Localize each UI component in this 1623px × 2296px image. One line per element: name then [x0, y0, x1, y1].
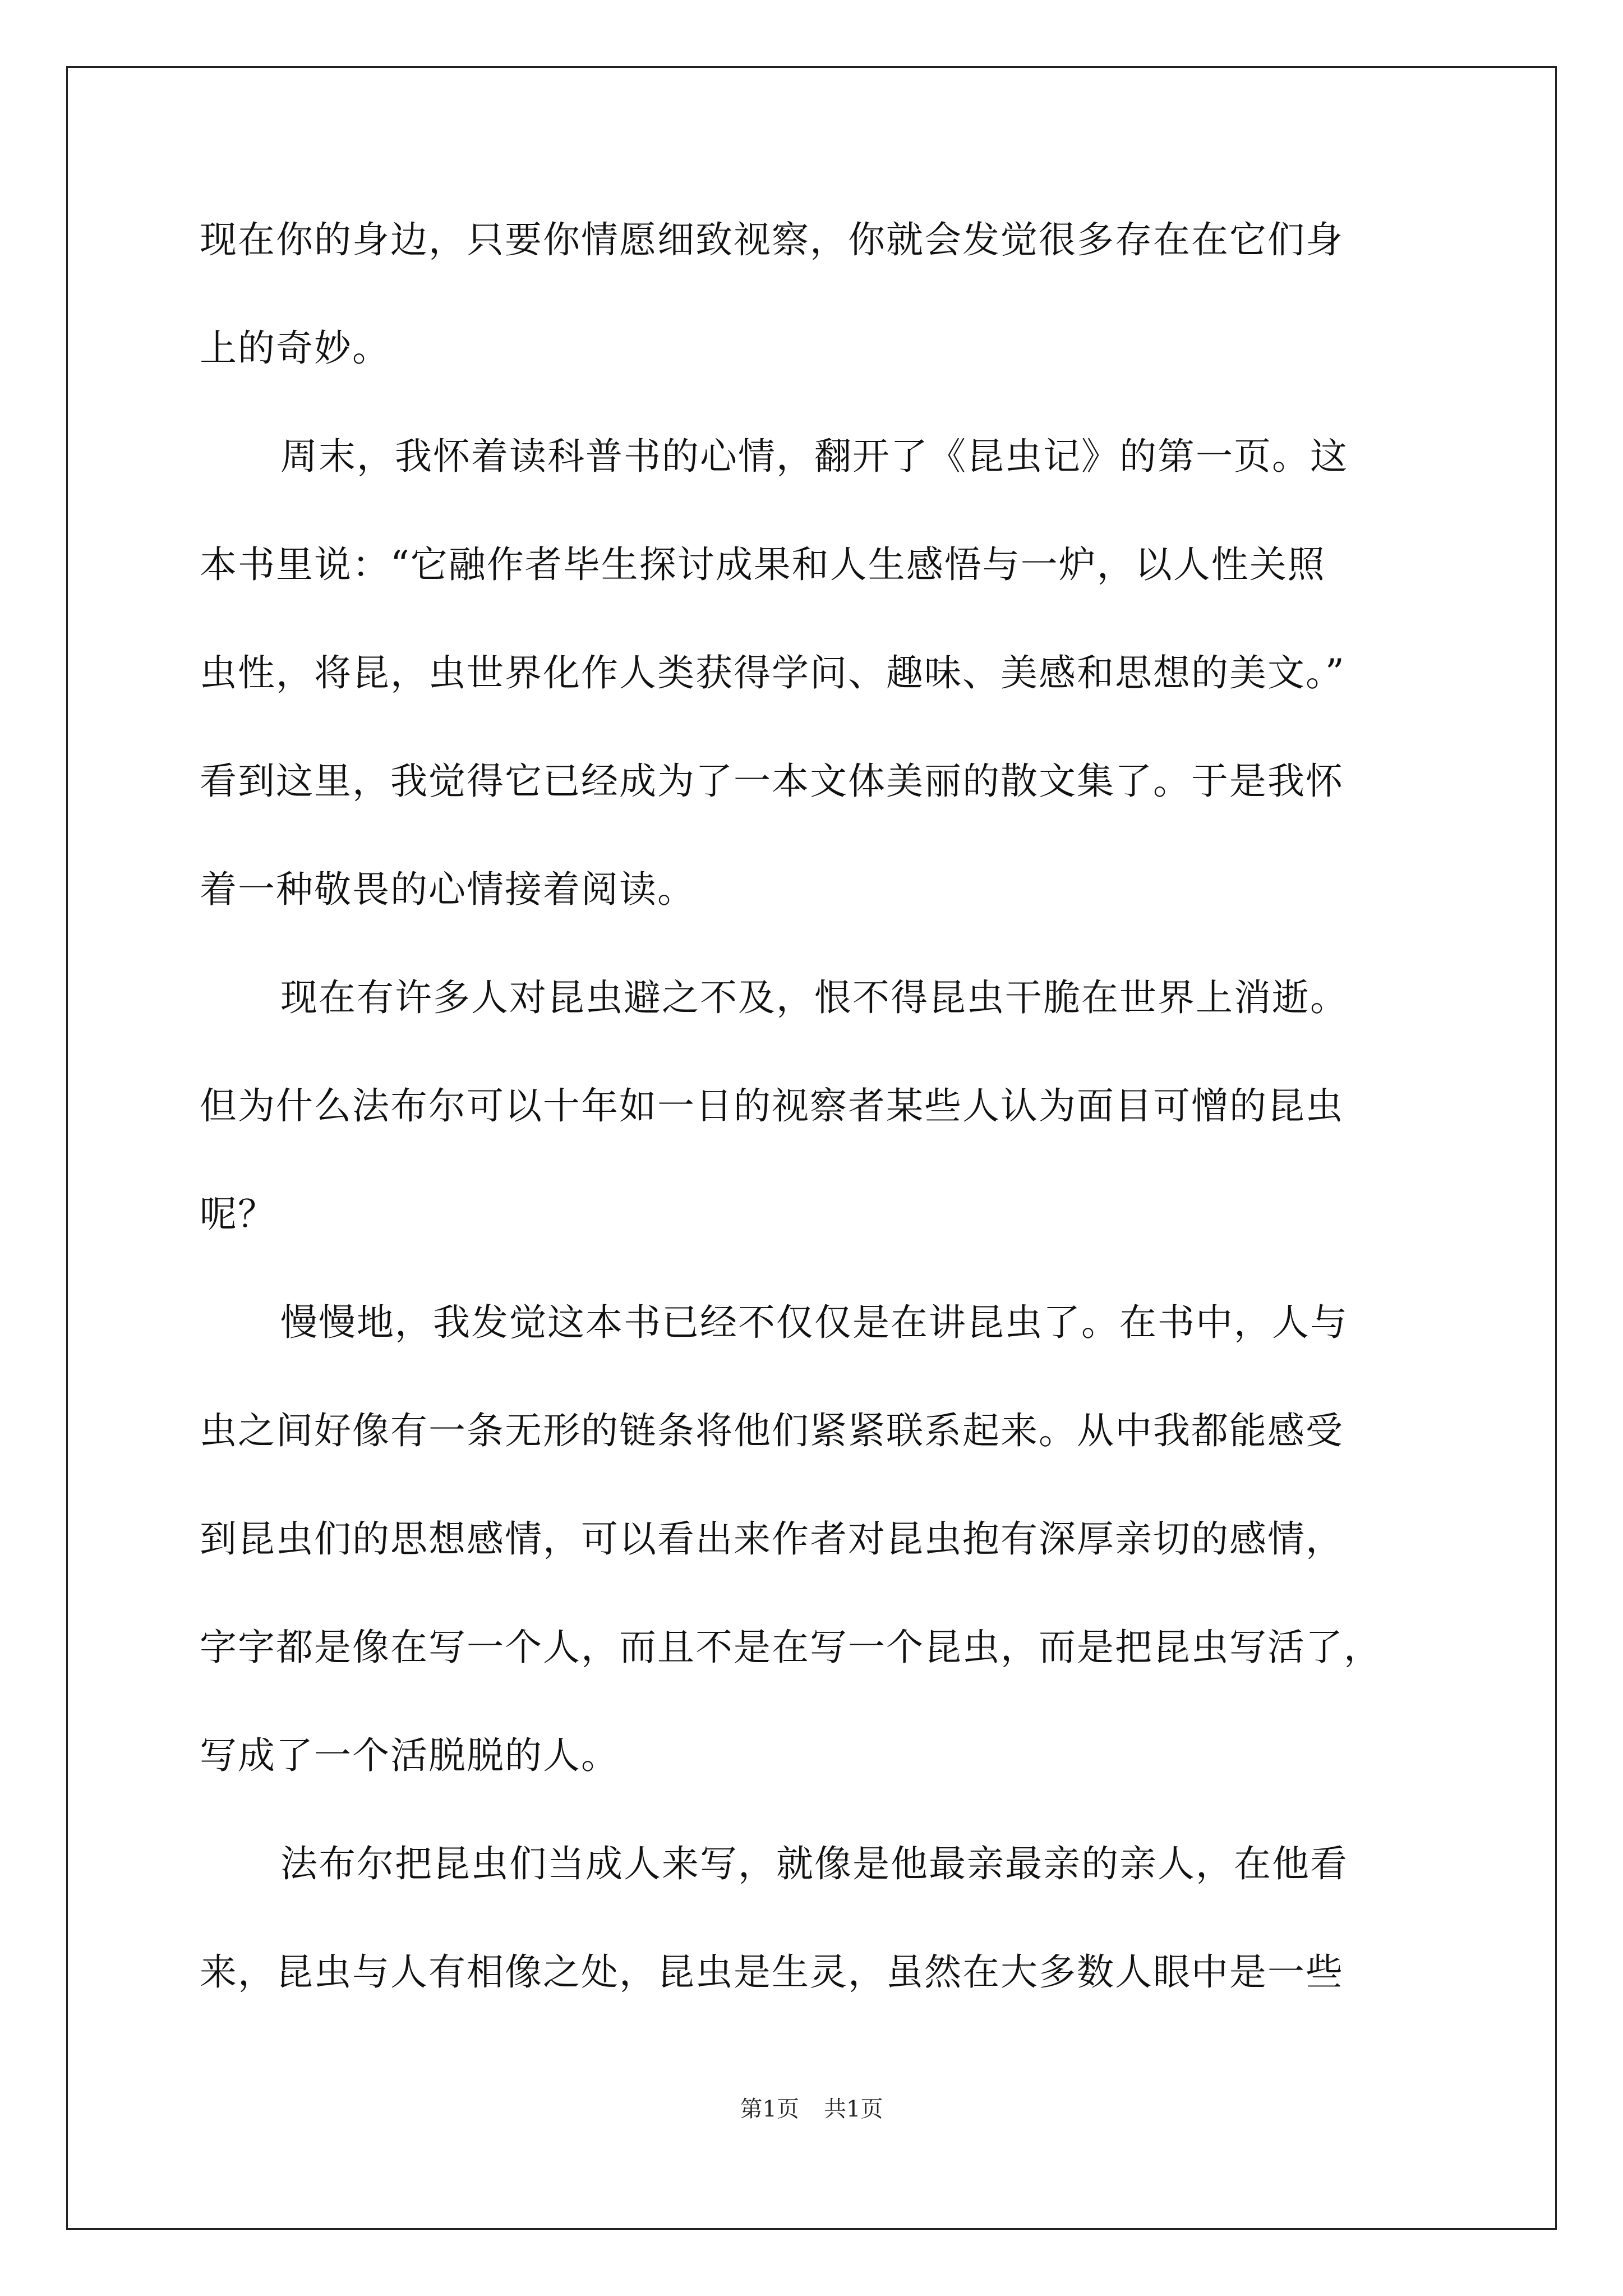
page-total: 共1页 [824, 2096, 883, 2122]
text-line: 着一种敬畏的心情接着阅读。 [200, 868, 695, 911]
text-line: 现在有许多人对昆虫避之不及，恨不得昆虫干脆在世界上消逝。 [280, 976, 1348, 1019]
text-line: 到昆虫们的思想感情，可以看出来作者对昆虫抱有深厚亲切的感情， [200, 1517, 1344, 1561]
text-line: 虫性，将昆，虫世界化作人类获得学问、趣味、美感和思想的美文。” [200, 651, 1345, 694]
text-line: 但为什么法布尔可以十年如一日的视察者某些人认为面目可憎的昆虫 [200, 1084, 1344, 1128]
text-line: 呢？ [200, 1193, 276, 1236]
text-line: 来，昆虫与人有相像之处，昆虫是生灵，虽然在大多数人眼中是一些 [200, 1950, 1344, 1994]
text-line: 虫之间好像有一条无形的链条将他们紧紧联系起来。从中我都能感受 [200, 1409, 1344, 1452]
text-line: 写成了一个活脱脱的人。 [200, 1734, 619, 1777]
text-line: 上的奇妙。 [200, 326, 390, 370]
document-body [200, 213, 1433, 2054]
page-number: 第1页 [740, 2096, 799, 2122]
page-footer [0, 2092, 1623, 2126]
text-line: 法布尔把昆虫们当成人来写，就像是他最亲最亲的亲人，在他看 [280, 1842, 1348, 1885]
text-line: 看到这里，我觉得它已经成为了一本文体美丽的散文集了。于是我怀 [200, 760, 1344, 803]
text-line: 字字都是像在写一个人，而且不是在写一个昆虫，而是把昆虫写活了， [200, 1626, 1382, 1669]
text-line: 慢慢地，我发觉这本书已经不仅仅是在讲昆虫了。在书中，人与 [280, 1301, 1348, 1344]
text-line: 周末，我怀着读科普书的心情，翻开了《昆虫记》的第一页。这 [280, 435, 1348, 478]
text-line: 现在你的身边，只要你情愿细致视察，你就会发觉很多存在在它们身 [200, 218, 1344, 261]
text-line: 本书里说：“它融作者毕生探讨成果和人生感悟与一炉，以人性关照 [200, 543, 1326, 586]
